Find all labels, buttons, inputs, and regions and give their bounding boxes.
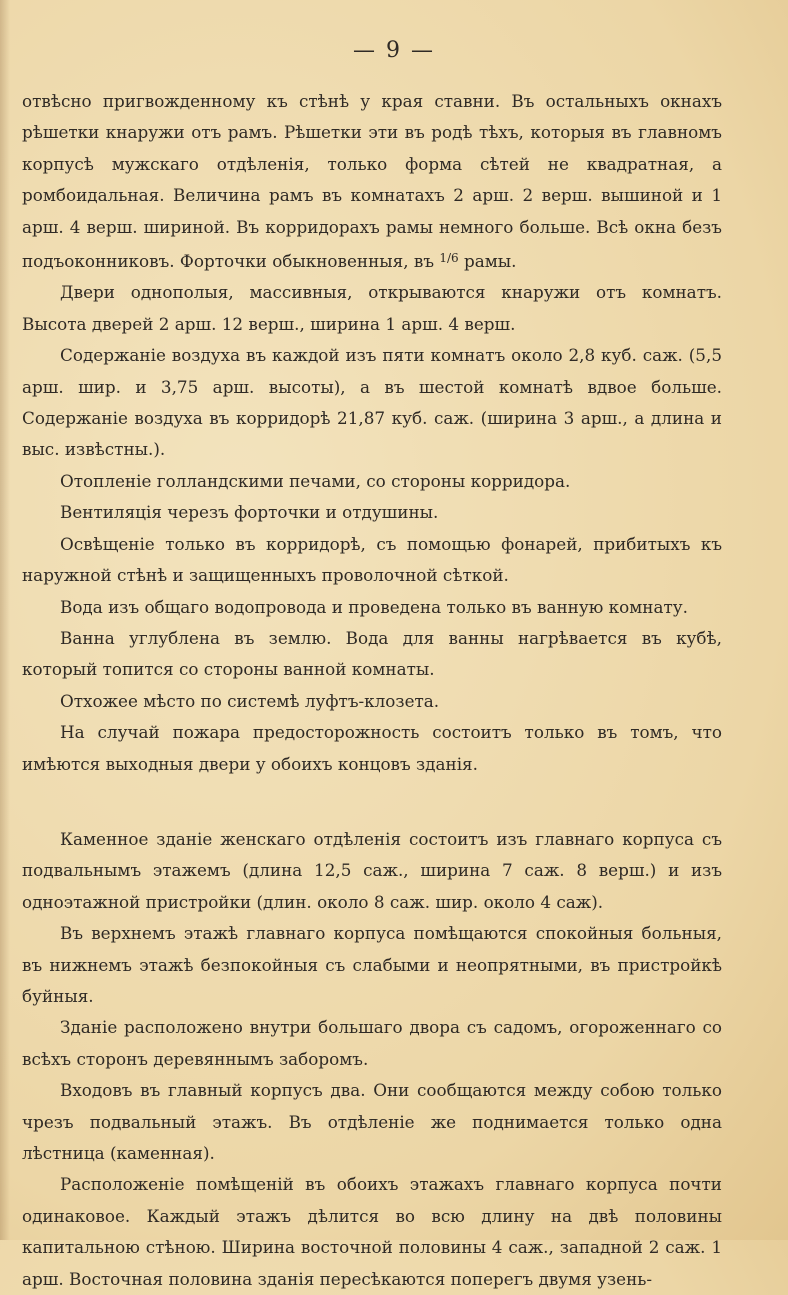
paragraph: Каменное зданіе женскаго отдѣленія состоитъ изъ главнаго корпуса съ подвальнымъ этажемъ (длина 12,5 саж., ширина 7 саж. 8 верш.) и изъ одноэтажной пристройки (длин. около 8 саж. шир. около 4 саж). <box>22 828 722 912</box>
page-edge-shadow <box>0 0 10 1240</box>
body-text <box>22 86 722 1295</box>
paragraph: Освѣщеніе только въ корридорѣ, съ помощью фонарей, прибитыхъ къ наружной стѣнѣ и защищенныхъ проволочной сѣткой. <box>22 533 722 586</box>
paragraph: Вода изъ общаго водопровода и проведена только въ ванную комнату. <box>60 596 688 617</box>
section-gap <box>22 780 722 824</box>
paragraph: Ванна углублена въ землю. Вода для ванны нагрѣвается въ кубѣ, который топится со стороны ванной комнаты. <box>22 627 722 680</box>
paragraph-text: отвѣсно пригвожденному къ стѣнѣ у края ставни. Въ остальныхъ окнахъ рѣшетки кнаружи отъ рамъ. Рѣшетки эти въ родѣ тѣхъ, которыя въ главномъ корпусѣ мужскаго отдѣленія, только форма сѣтей не квадратная, а ромбоидальная. Величина рамъ въ комнатахъ 2 арш. 2 верш. вышиной и 1 арш. 4 верш. шириной. Въ корридорахъ рамы немного больше. Всѣ окна безъ подъоконниковъ. Форточки обыкновенныя, въ <box>22 91 722 272</box>
paragraph: Отхожее мѣсто по системѣ луфтъ-клозета. <box>60 690 440 711</box>
paragraph: Вентиляція черезъ форточки и отдушины. <box>60 502 439 523</box>
page-number: — 9 — <box>353 38 435 63</box>
fraction: 1/6 <box>439 251 459 266</box>
paragraph: На случай пожара предосторожность состоитъ только въ томъ, что имѣются выходныя двери у обоихъ концовъ зданія. <box>22 722 722 774</box>
paragraph: Въ верхнемъ этажѣ главнаго корпуса помѣщаются спокойныя больныя, въ нижнемъ этажѣ безпокойныя съ слабыми и неопрятными, въ пристройкѣ буйныя. <box>22 923 722 1006</box>
paragraph: Отопленіе голландскими печами, со стороны корридора. <box>60 470 571 491</box>
paragraph: Расположеніе помѣщеній въ обоихъ этажахъ главнаго корпуса почти одинаковое. Каждый этажъ дѣлится во всю длину на двѣ половины капитальною стѣною. Ширина восточной половины 4 саж., западной 2 саж. 1 арш. Восточная половина зданія пересѣкаются поперегъ двумя узень- <box>22 1174 722 1289</box>
paragraph: Зданіе расположено внутри большаго двора съ садомъ, огороженнаго со всѣхъ сторонъ деревяннымъ заборомъ. <box>22 1017 722 1069</box>
paragraph: Входовъ въ главный корпусъ два. Они сообщаются между собою только чрезъ подвальный этажъ. Въ отдѣленіе же поднимается только одна лѣстница (каменная). <box>22 1080 722 1163</box>
paragraph: Содержаніе воздуха въ каждой изъ пяти комнатъ около 2,8 куб. саж. (5,5 арш. шир. и 3,75 арш. высоты), а въ шестой комнатѣ вдвое больше. Содержаніе воздуха въ корридорѣ 21,87 куб. саж. (ширина 3 арш., а длина и выс. извѣстны.). <box>22 345 722 460</box>
paragraph: Двери однополыя, массивныя, открываются кнаружи отъ комнатъ. Высота дверей 2 арш. 12 верш., ширина 1 арш. 4 верш. <box>22 282 722 334</box>
paragraph-tail: рамы. <box>458 251 517 272</box>
paragraph <box>22 86 722 277</box>
